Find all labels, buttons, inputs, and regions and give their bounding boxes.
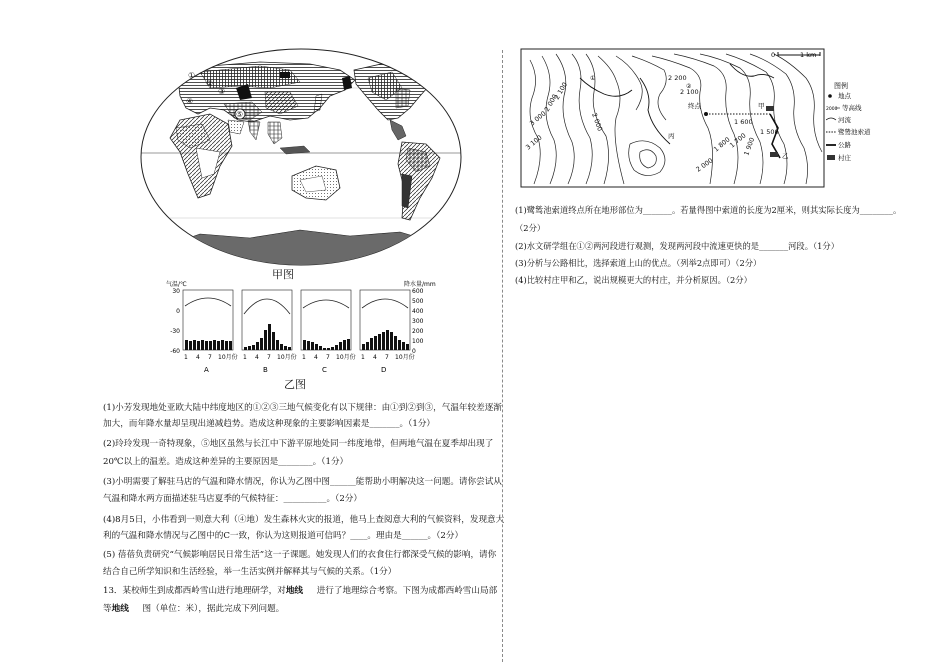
svg-text:2 000: 2 000 <box>542 92 560 113</box>
marker-3: ③ <box>218 87 226 96</box>
right-question-3: (3)分析与公路相比，选择索道上山的优点。（列举2点即可）（2分） <box>515 258 762 268</box>
figure-jia-caption: 甲图 <box>272 268 294 281</box>
svg-text:1: 1 <box>243 354 247 361</box>
svg-text:3 000: 3 000 <box>528 109 548 128</box>
svg-text:1 500: 1 500 <box>760 128 779 136</box>
right-question-4: (4)比较村庄甲和乙，说出规模更大的村庄，并分析原因。（2分） <box>515 275 752 285</box>
svg-text:-30: -30 <box>170 328 180 335</box>
svg-text:400: 400 <box>412 308 424 315</box>
svg-text:0: 0 <box>412 348 416 355</box>
place-yi: 乙 <box>782 152 789 160</box>
question-5-line2: 结合自己所学知识和生活经验，举一生活实例并解释其与气候的关系。（1分） <box>103 567 397 577</box>
svg-text:7: 7 <box>385 354 389 361</box>
svg-text:1 900: 1 900 <box>742 136 757 157</box>
question-3-line2: 气温和降水两方面描述驻马店夏季的气候特征：__________。（2分） <box>103 494 362 504</box>
place-bing: 丙 <box>668 132 675 140</box>
svg-text:100: 100 <box>412 338 424 345</box>
question-1-line1: (1)小芳发现地处亚欧大陆中纬度地区的①②③三地气候变化有以下规律：由①到②到③，气温年较差逐渐 <box>103 403 502 413</box>
svg-text:4: 4 <box>196 354 200 361</box>
svg-text:500: 500 <box>412 298 424 305</box>
svg-text:2 200: 2 200 <box>668 74 687 82</box>
svg-text:4: 4 <box>314 354 318 361</box>
marker-5: ⑤ <box>236 110 244 119</box>
svg-text:7: 7 <box>208 354 212 361</box>
legend-ropeway: 鹭鸶池索道 <box>838 128 871 136</box>
question-2-line1: (2)玲玲发现一奇特现象，⑤地区虽然与长江中下游平原地处同一纬度地带，但两地气温在夏季却出现了 <box>103 439 494 449</box>
temp-axis-title: 气温/℃ <box>166 281 187 288</box>
village-yi <box>770 152 778 157</box>
panel-label-b: B <box>263 366 268 374</box>
climate-panel-a <box>183 290 238 374</box>
climate-panel-d <box>360 290 415 374</box>
marker-4: ④ <box>186 97 194 106</box>
contour-map-figure <box>520 48 830 190</box>
svg-text:1 700: 1 700 <box>728 131 748 150</box>
svg-text:10月份: 10月份 <box>395 354 415 361</box>
svg-text:7: 7 <box>326 354 330 361</box>
svg-text:0: 0 <box>176 308 180 315</box>
scale-zero: 0 <box>771 51 776 59</box>
svg-text:2 100: 2 100 <box>552 80 570 101</box>
climate-panel-c <box>301 290 356 374</box>
question-4-line2: 利的气温和降水情况与乙图中的C一致，你认为这则报道可信吗？____。理由是______。（2分） <box>103 531 464 541</box>
question-1-line2: 加大，而年降水量却呈现出递减趋势。造成这种现象的主要影响因素是_______。（1分） <box>103 419 436 429</box>
antarctica-landmass <box>140 230 460 266</box>
marker-2: ② <box>206 79 214 88</box>
question-2-line2: 20℃以上的温差。造成这种差异的主要原因是________。（1分） <box>103 457 349 467</box>
svg-text:1: 1 <box>302 354 306 361</box>
scale-unit: 1 km <box>800 51 817 59</box>
question-4-line1: (4)8月5日，小伟看到一则意大利（④地）发生森林火灾的报道，他马上查阅意大利的气候资料，发现意大 <box>103 515 505 525</box>
svg-text:7: 7 <box>267 354 271 361</box>
svg-text:3 100: 3 100 <box>524 133 544 152</box>
left-ticks <box>170 288 180 355</box>
svg-text:1: 1 <box>184 354 188 361</box>
svg-text:30: 30 <box>172 288 180 295</box>
svg-text:10月份: 10月份 <box>218 354 238 361</box>
legend-contour-sample: 2000 <box>826 107 838 112</box>
svg-text:2 100: 2 100 <box>680 88 699 96</box>
svg-text:2 000: 2 000 <box>694 156 715 174</box>
panel-label-d: D <box>381 366 387 374</box>
legend-road: 公路 <box>838 141 851 149</box>
place-endpoint: 终点 <box>688 102 701 110</box>
figure-yi-caption: 乙图 <box>284 378 306 391</box>
svg-text:4: 4 <box>255 354 259 361</box>
climate-charts-figure <box>160 280 450 378</box>
place-jia: 甲 <box>758 102 765 110</box>
svg-text:200: 200 <box>412 328 424 335</box>
world-map-figure <box>140 48 462 266</box>
legend-river: 河流 <box>838 116 851 124</box>
panel-label-c: C <box>322 366 327 374</box>
village-jia <box>766 106 774 111</box>
right-question-1: (1)鹭鸶池索道终点所在地形部位为_______。若量得图中索道的长度为2厘米，则其实际长度为________。 <box>515 205 902 215</box>
legend-title: 图例 <box>834 82 848 90</box>
question-5-line1: (5) 蓓蓓负责研究“气候影响居民日常生活”这一子课题。她发现人们的衣食住行都深受气候的影响，请你 <box>103 550 497 560</box>
right-question-2: (2)水文研学组在①②两河段进行观测，发现两河段中流速更快的是_______河段。（1分） <box>515 241 840 251</box>
panel-label-a: A <box>204 366 209 374</box>
right-ticks <box>412 288 424 355</box>
river-marker-2: ② <box>686 83 692 90</box>
svg-text:10月份: 10月份 <box>336 354 356 361</box>
right-question-1-score: （2分） <box>515 223 546 233</box>
svg-text:300: 300 <box>412 318 424 325</box>
svg-text:10月份: 10月份 <box>277 354 297 361</box>
svg-text:2 000: 2 000 <box>590 111 605 133</box>
svg-text:1 800: 1 800 <box>712 135 732 154</box>
endpoint-marker <box>704 112 708 116</box>
question-13-line2: 等地线 图（单位：米），据此完成下列问题。 <box>103 604 285 614</box>
map-legend <box>826 80 896 178</box>
svg-text:600: 600 <box>412 288 424 295</box>
column-divider <box>502 50 503 662</box>
svg-text:4: 4 <box>373 354 377 361</box>
river-marker-1: ① <box>590 75 596 82</box>
svg-text:1 600: 1 600 <box>734 118 753 126</box>
legend-contour: 等高线 <box>842 104 862 112</box>
svg-text:1: 1 <box>361 354 365 361</box>
legend-place: 地点 <box>838 92 851 100</box>
question-3-line1: (3)小明需要了解驻马店的气温和降水情况，你认为乙图中图______能帮助小明解决这一问题。请你尝试从 <box>103 477 502 487</box>
legend-village: 村庄 <box>838 154 851 162</box>
question-13-line1: 13．某校师生到成都西岭雪山进行地理研学，对地线 进行了地理综合考察。下图为成都西岭雪山局部 <box>103 586 498 596</box>
svg-text:-60: -60 <box>170 348 180 355</box>
precip-axis-title: 降水量/mm <box>404 281 436 288</box>
climate-panel-b <box>242 290 297 374</box>
marker-1: ① <box>188 71 196 80</box>
